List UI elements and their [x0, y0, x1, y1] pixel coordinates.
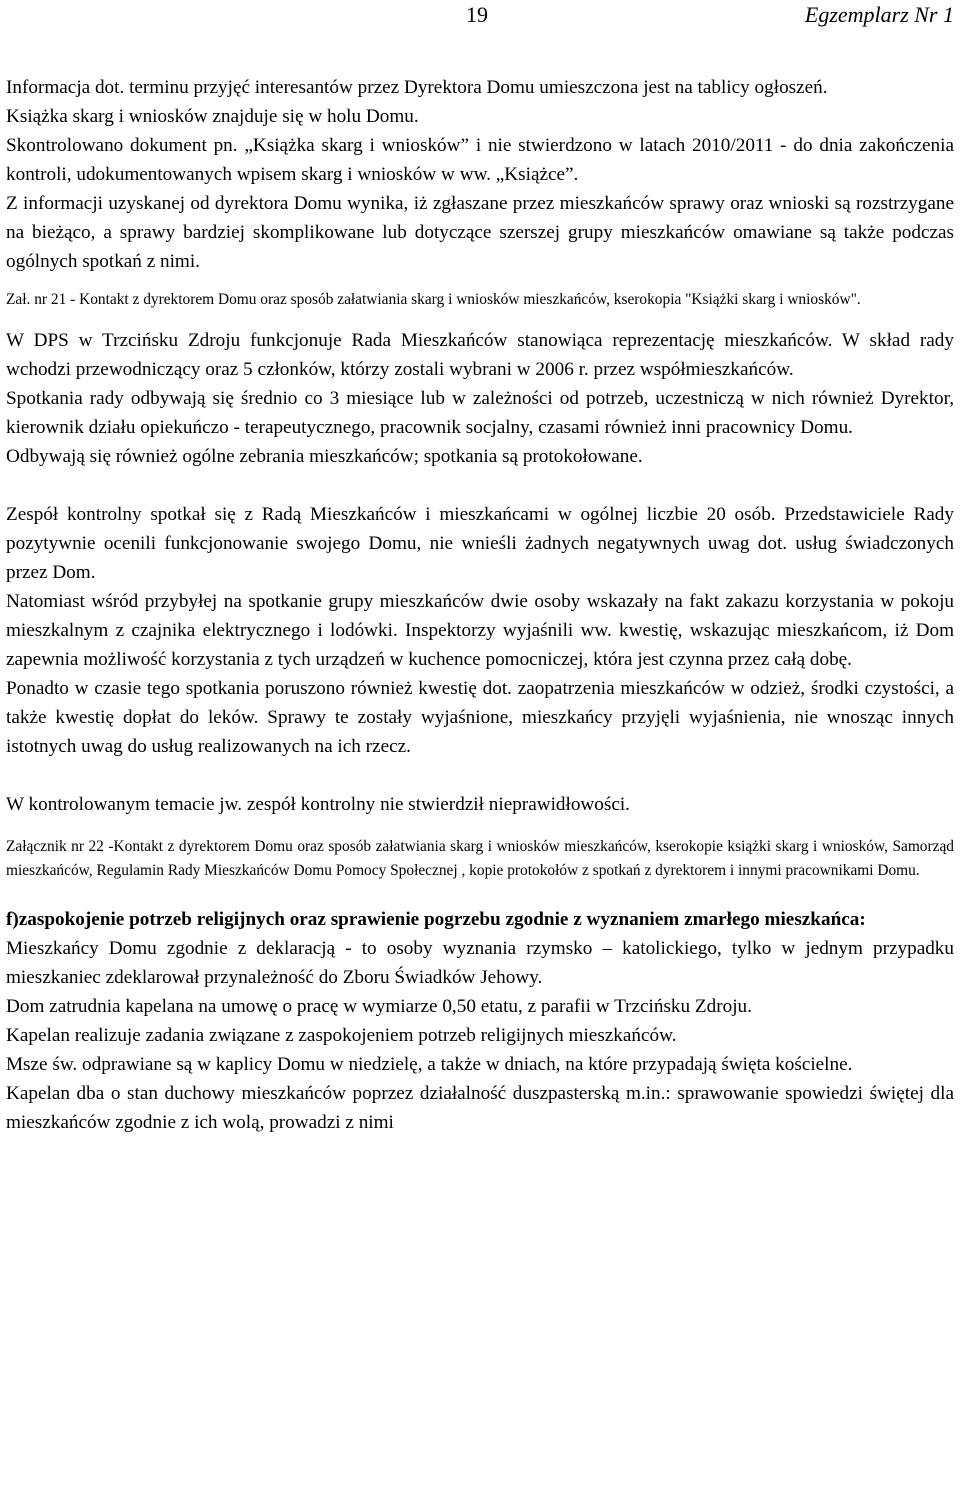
paragraph-team-meeting: Zespół kontrolny spotkał się z Radą Mieszkańców i mieszkańcami w ogólnej liczbie 20 osób. Przedstawiciele Rady pozytywnie ocenili funkcjonowanie swojego Domu, nie wnieśli żadnych negatywnych uwag dot. usług świadczonych przez Dom.	[6, 504, 954, 583]
paragraph-masses: Msze św. odprawiane są w kaplicy Domu w niedzielę, a także w dniach, na które przypadają święta kościelne.	[6, 1054, 853, 1075]
copy-label: Egzemplarz Nr 1	[804, 2, 954, 27]
page-header	[0, 0, 960, 40]
document-body	[6, 73, 954, 1137]
paragraph-chaplain-tasks: Kapelan realizuje zadania związane z zaspokojeniem potrzeb religijnych mieszkańców.	[6, 1025, 677, 1046]
page-number: 19	[466, 2, 488, 27]
paragraph-complaints-book-check: Skontrolowano dokument pn. „Książka skarg i wniosków” i nie stwierdzono w latach 2010/2011 - do dnia zakończenia kontroli, udokumentowanych wpisem skarg i wniosków w ww. „Książce”.	[6, 135, 954, 185]
paragraph-conclusion: W kontrolowanym temacie jw. zespół kontrolny nie stwierdził nieprawidłowości.	[6, 794, 630, 815]
attachment-note-21: Zał. nr 21 - Kontakt z dyrektorem Domu oraz sposób załatwiania skarg i wniosków mieszkańców, kserokopia "Książki skarg i wniosków".	[6, 291, 861, 308]
paragraph-council-meetings: Spotkania rady odbywają się średnio co 3 miesiące lub w zależności od potrzeb, uczestniczą w nich również Dyrektor, kierownik działu opiekuńczo - terapeutycznego, pracownik socjalny, czasami również inni pracownicy Domu.	[6, 388, 954, 438]
paragraph-general-meetings: Odbywają się również ogólne zebrania mieszkańców; spotkania są protokołowane.	[6, 446, 643, 467]
paragraph-appliances-issue: Natomiast wśród przybyłej na spotkanie grupy mieszkańców dwie osoby wskazały na fakt zakazu korzystania w pokoju mieszkalnym z czajnika elektrycznego i lodówki. Inspektorzy wyjaśnili ww. kwestię, wskazując mieszkańcom, iż Dom zapewnia możliwość korzystania z tych urządzeń w kuchence pomocniczej, która jest czynna przez całą dobę.	[6, 591, 954, 670]
paragraph-clothing-issue: Ponadto w czasie tego spotkania poruszono również kwestię dot. zaopatrzenia mieszkańców w odzież, środki czystości, a także kwestię dopłat do leków. Sprawy te zostały wyjaśnione, mieszkańcy przyjęli wyjaśnienia, nie wnosząc innych istotnych uwag do usług realizowanych na ich rzecz.	[6, 678, 954, 757]
paragraph-pastoral-care: Kapelan dba o stan duchowy mieszkańców poprzez działalność duszpasterską m.in.: sprawowanie spowiedzi świętej dla mieszkańców zgodnie z ich wolą, prowadzi z nimi	[6, 1083, 954, 1133]
paragraph-chaplain-employment: Dom zatrudnia kapelana na umowę o pracę w wymiarze 0,50 etatu, z parafii w Trzcińsku Zdroju.	[6, 996, 752, 1017]
paragraph-interesants-info: Informacja dot. terminu przyjęć interesantów przez Dyrektora Domu umieszczona jest na tablicy ogłoszeń.	[6, 77, 828, 98]
paragraph-complaints-book-location: Książka skarg i wniosków znajduje się w holu Domu.	[6, 106, 419, 127]
paragraph-residents-denomination: Mieszkańcy Domu zgodnie z deklaracją - to osoby wyznania rzymsko – katolickiego, tylko w jednym przypadku mieszkaniec zdeklarował przynależność do Zboru Świadków Jehowy.	[6, 938, 954, 988]
paragraph-residents-council: W DPS w Trzcińsku Zdroju funkcjonuje Rada Mieszkańców stanowiąca reprezentację mieszkańców. W skład rady wchodzi przewodniczący oraz 5 członków, którzy zostali wybrani w 2006 r. przez współmieszkańców.	[6, 330, 954, 380]
paragraph-director-info: Z informacji uzyskanej od dyrektora Domu wynika, iż zgłaszane przez mieszkańców sprawy oraz wnioski są rozstrzygane na bieżąco, a sprawy bardziej skomplikowane lub dotyczące szerszej grupy mieszkańców omawiane są także podczas ogólnych spotkań z nimi.	[6, 193, 954, 272]
section-heading-religious-needs: f)zaspokojenie potrzeb religijnych oraz sprawienie pogrzebu zgodnie z wyznaniem zmarłego mieszkańca:	[6, 909, 866, 930]
attachment-note-22: Załącznik nr 22 -Kontakt z dyrektorem Domu oraz sposób załatwiania skarg i wniosków mieszkańców, kserokopie książki skarg i wniosków, Samorząd mieszkańców, Regulamin Rady Mieszkańców Domu Pomocy Społecznej , kopie protokołów z spotkań z dyrektorem i innymi pracownikami Domu.	[6, 838, 954, 879]
